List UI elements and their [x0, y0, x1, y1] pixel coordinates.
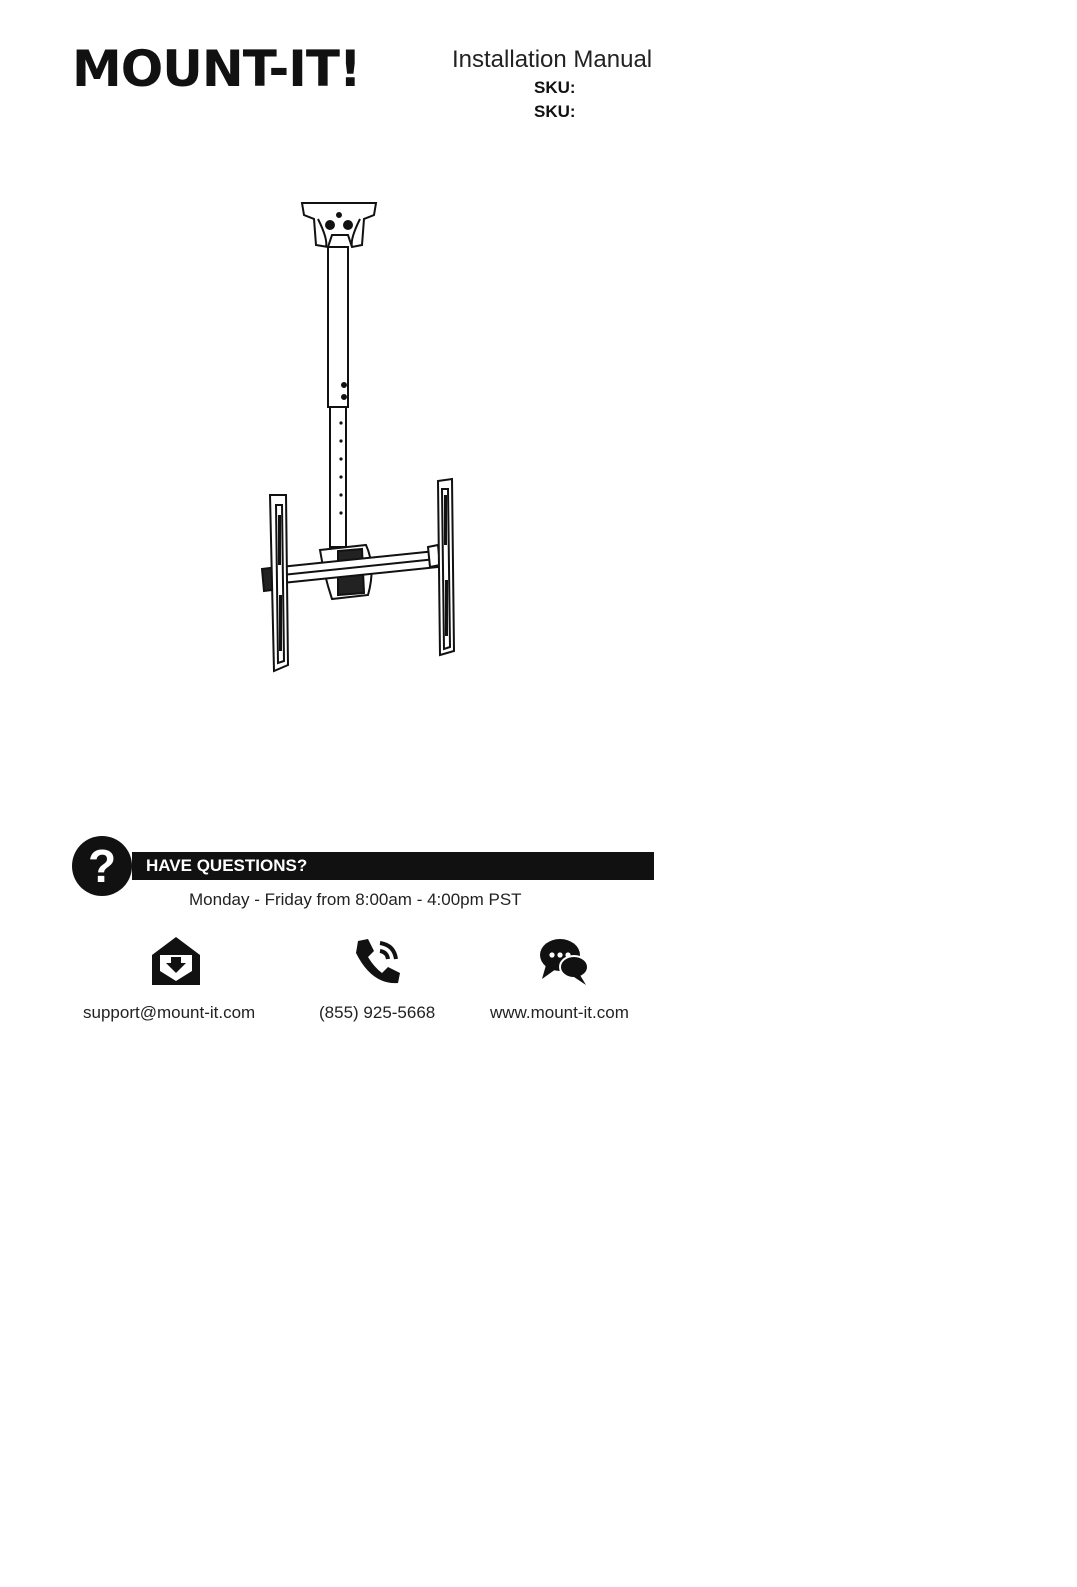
title-block — [452, 46, 652, 122]
manual-title: Installation Manual — [452, 46, 653, 73]
chat-icon — [538, 935, 590, 987]
sku-line: SKU: — [534, 78, 576, 97]
ceiling-mount-illustration — [240, 195, 480, 695]
phone-icon — [352, 935, 404, 987]
support-phone[interactable]: (855) 925-5668 — [319, 1003, 436, 1022]
question-mark-icon: ? — [72, 836, 132, 896]
sku-line: SKU: — [534, 102, 576, 121]
brand-logo: MOUNT-IT! — [72, 40, 361, 98]
questions-heading: HAVE QUESTIONS? — [132, 852, 654, 880]
support-hours: Monday - Friday from 8:00am - 4:00pm PST — [189, 890, 522, 909]
support-email[interactable]: support@mount-it.com — [83, 1003, 256, 1022]
website-link[interactable]: www.mount-it.com — [490, 1003, 629, 1022]
envelope-icon — [150, 935, 202, 987]
